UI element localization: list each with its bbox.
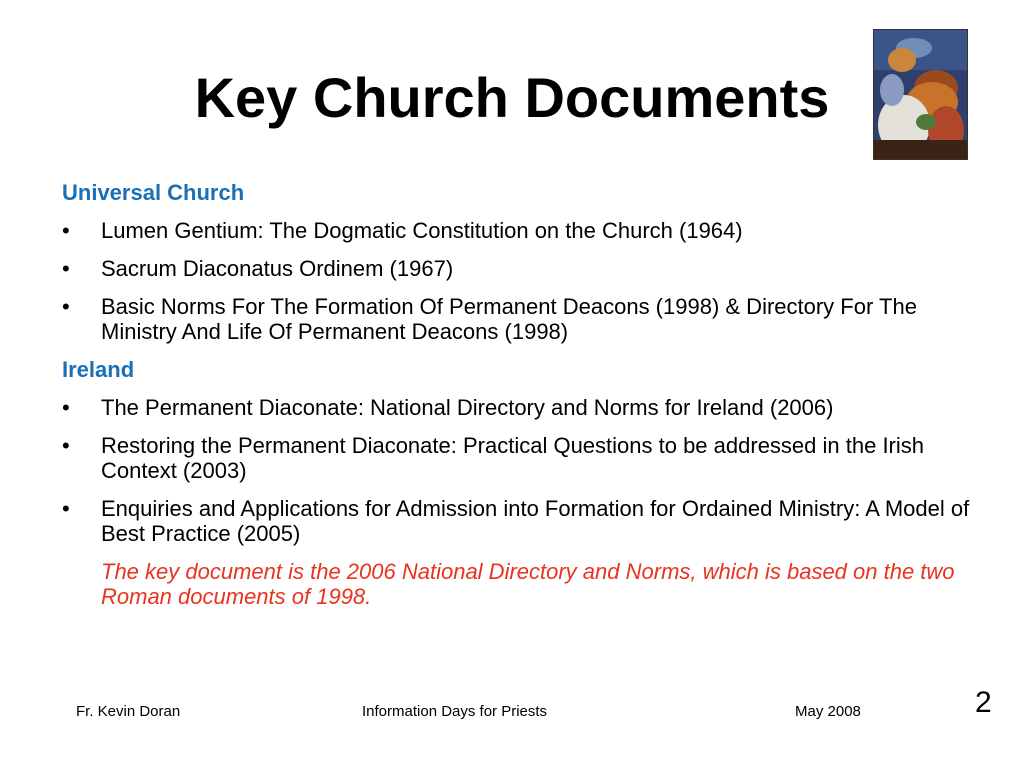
- slide-content: [62, 180, 982, 609]
- footer-event: Information Days for Priests: [362, 703, 548, 720]
- footer-author: Fr. Kevin Doran: [76, 703, 181, 720]
- list-item: [62, 395, 982, 420]
- section-heading-ireland: Ireland: [62, 357, 135, 382]
- list-item: [62, 256, 982, 281]
- bullet-mark: •: [62, 294, 70, 319]
- painting-icon: [873, 29, 968, 160]
- list-item-text: Lumen Gentium: The Dogmatic Constitution on the Church (1964): [101, 218, 743, 243]
- list-item-text: The Permanent Diaconate: National Directory and Norms for Ireland (2006): [101, 395, 834, 420]
- bullet-mark: •: [62, 218, 70, 243]
- slide-title: Key Church Documents: [194, 66, 830, 129]
- list-item: [62, 496, 982, 546]
- bullet-mark: •: [62, 496, 70, 521]
- list-item: [62, 433, 982, 483]
- bullet-mark: •: [62, 395, 70, 420]
- list-item: [62, 218, 982, 243]
- list-item-text: Restoring the Permanent Diaconate: Practical Questions to be addressed in the Irish Context (2003): [101, 433, 925, 483]
- slide-number: 2: [975, 686, 992, 719]
- list-item: [62, 294, 982, 344]
- footer-date: May 2008: [795, 703, 861, 720]
- section-heading-universal-church: Universal Church: [62, 180, 245, 205]
- list-item-text: Enquiries and Applications for Admission into Formation for Ordained Ministry: A Model of Best Practice (2005): [101, 496, 970, 546]
- bullet-mark: •: [62, 433, 70, 458]
- bullet-mark: •: [62, 256, 70, 281]
- key-document-note: The key document is the 2006 National Directory and Norms, which is based on the two Roman documents of 1998.: [101, 559, 955, 609]
- list-item-text: Sacrum Diaconatus Ordinem (1967): [101, 256, 454, 281]
- list-item-text: Basic Norms For The Formation Of Permanent Deacons (1998) & Directory For The Ministry And Life Of Permanent Deacons (1998): [101, 294, 917, 344]
